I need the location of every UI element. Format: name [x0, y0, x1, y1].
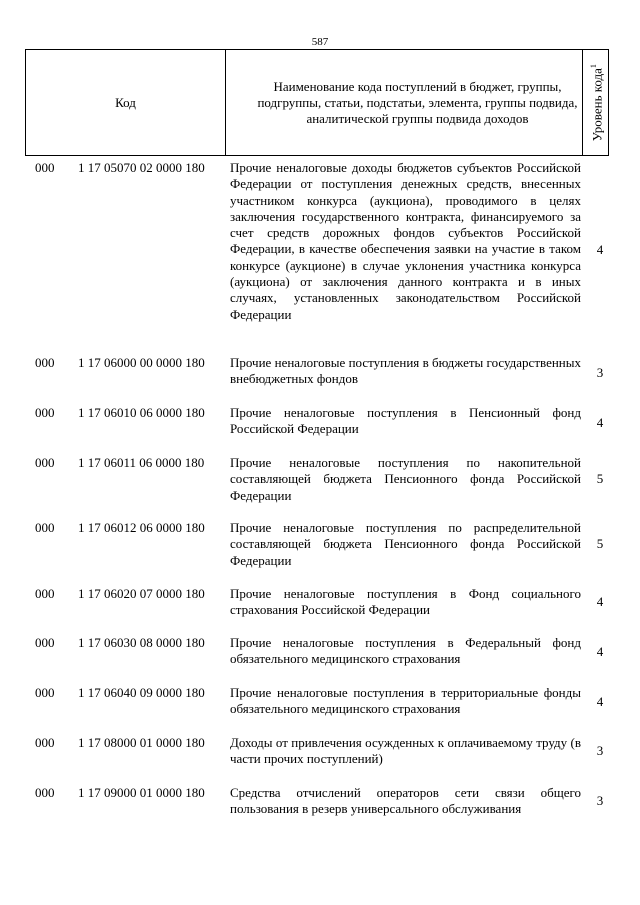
- income-code: 1 17 06030 08 0000 180: [78, 635, 205, 650]
- admin-code: 000: [35, 785, 55, 800]
- admin-code: 000: [35, 455, 55, 470]
- header-level: [582, 49, 609, 156]
- income-code: 1 17 08000 01 0000 180: [78, 735, 205, 750]
- income-name: Средства отчислений операторов сети связи общего пользования в резерв универсального обслуживания: [230, 785, 581, 817]
- admin-code: 000: [35, 735, 55, 750]
- code-level: 4: [596, 644, 604, 659]
- admin-code: 000: [35, 586, 55, 601]
- header-code: Код: [25, 50, 226, 155]
- income-code: 1 17 06012 06 0000 180: [78, 520, 205, 535]
- income-code: 1 17 06040 09 0000 180: [78, 685, 205, 700]
- income-name: Прочие неналоговые поступления в бюджеты государственных внебюджетных фондов: [230, 355, 581, 387]
- income-code: 1 17 05070 02 0000 180: [78, 160, 205, 175]
- code-level: 4: [596, 694, 604, 709]
- code-level: 4: [596, 242, 604, 257]
- income-name: Прочие неналоговые поступления в территориальные фонды обязательного медицинского страхования: [230, 685, 581, 717]
- table-header: [25, 49, 609, 156]
- income-name: Прочие неналоговые поступления по распределительной составляющей бюджета Пенсионного фонда Российской Федерации: [230, 520, 581, 568]
- income-code: 1 17 09000 01 0000 180: [78, 785, 205, 800]
- admin-code: 000: [35, 635, 55, 650]
- income-code: 1 17 06011 06 0000 180: [78, 455, 205, 470]
- admin-code: 000: [35, 405, 55, 420]
- income-name: Прочие неналоговые поступления в Федеральный фонд обязательного медицинского страхования: [230, 635, 581, 667]
- code-level: 5: [596, 536, 604, 551]
- income-name: Прочие неналоговые поступления по накопительной составляющей бюджета Пенсионного фонда Российской Федерации: [230, 455, 581, 503]
- header-level-label: Уровень кода: [589, 67, 605, 142]
- admin-code: 000: [35, 685, 55, 700]
- code-level: 3: [596, 365, 604, 380]
- page-number: 587: [311, 36, 329, 48]
- code-level: 3: [596, 743, 604, 758]
- admin-code: 000: [35, 520, 55, 535]
- admin-code: 000: [35, 355, 55, 370]
- header-level-footnote: 1: [588, 63, 598, 68]
- code-level: 4: [596, 594, 604, 609]
- admin-code: 000: [35, 160, 55, 175]
- code-level: 3: [596, 793, 604, 808]
- income-name: Прочие неналоговые доходы бюджетов субъектов Российской Федерации от поступления денежных средств, внесенных участником конкурса (аукциона), проводимого в целях заключения государственного контракта, финансируемого за счет средств дорожных фондов субъектов Российской Федерации, в качестве обеспечения заявки на участие в таком конкурсе (аукционе) в случае уклонения участника конкурса (аукциона) от заключения данного контракта и в иных случаях, установленных законодательством Российской Федерации: [230, 160, 581, 322]
- income-name: Прочие неналоговые поступления в Фонд социального страхования Российской Федерации: [230, 586, 581, 618]
- code-level: 4: [596, 415, 604, 430]
- income-name: Доходы от привлечения осужденных к оплачиваемому труду (в части прочих поступлений): [230, 735, 581, 767]
- code-level: 5: [596, 471, 604, 486]
- header-name: Наименование кода поступлений в бюджет, группы, подгруппы, статьи, подстатьи, элемента, группы подвида, аналитической группы подвида доходов: [257, 78, 578, 126]
- income-code: 1 17 06000 00 0000 180: [78, 355, 205, 370]
- income-code: 1 17 06010 06 0000 180: [78, 405, 205, 420]
- income-code: 1 17 06020 07 0000 180: [78, 586, 205, 601]
- income-name: Прочие неналоговые поступления в Пенсионный фонд Российской Федерации: [230, 405, 581, 437]
